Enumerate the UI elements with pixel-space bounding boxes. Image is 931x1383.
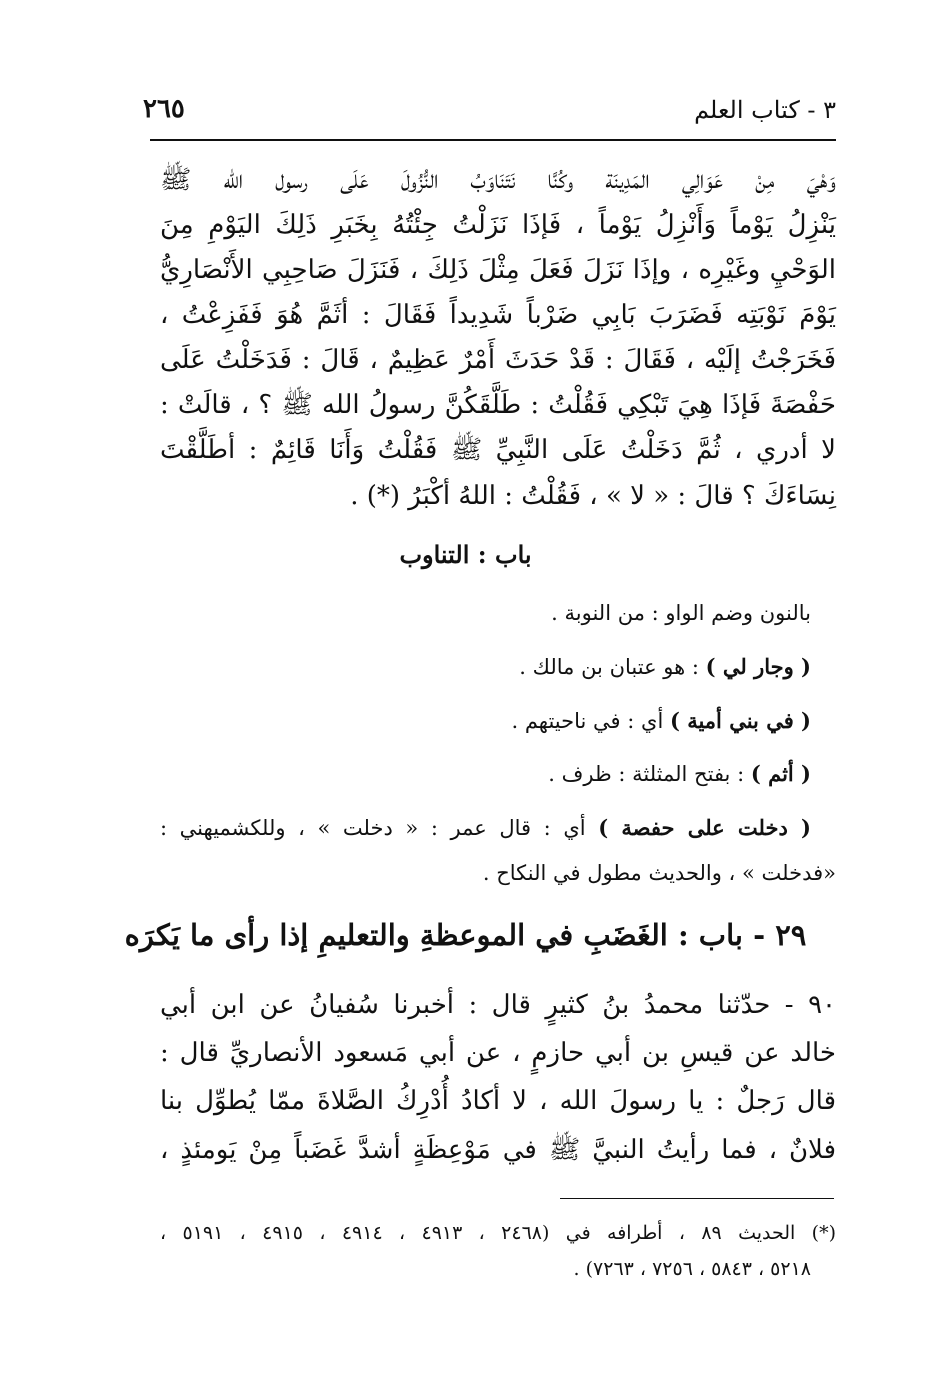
note-text: : بفتح المثلثة : ظرف . (548, 762, 751, 786)
footnote-line: ٥٢١٨ ، ٥٨٤٣ ، ٧٢٥٦ ، ٧٢٦٣) . (573, 1258, 811, 1280)
note-line (160, 812, 811, 844)
text-line: حَفْصَةَ فَإذَا هِيَ تَبْكِي فَقُلْتُ : طَلَّقَكُنَّ رسولُ الله ﷺ ؟ ، قالَتْ : (160, 390, 836, 420)
text-line: نِسَاءَكَ ؟ قالَ : « لا » ، فَقُلْتُ : اللهُ أكْبَرُ (*) . (350, 481, 836, 511)
note-line (551, 597, 811, 629)
note-text: أي : قال عمر : « دخلت » ، وللكشميهني : (160, 816, 599, 840)
chapter-heading: ٢٩ - باب : الغَضَبِ في الموعظةِ والتعليمِ إذا رأى ما يَكرَه (124, 918, 807, 952)
footnote-rule (560, 1198, 834, 1199)
note-line (511, 705, 811, 737)
text-line: فلانٌ ، فما رأيتُ النبيَّ ﷺ في مَوْعِظَةٍ أشدَّ غَضَباً مِنْ يَومئذٍ ، (160, 1135, 836, 1165)
note-term: ( أثم ) (750, 761, 811, 786)
note-text: : هو عتبان بن مالك . (519, 655, 706, 679)
note-text: أي : في ناحيتهم . (511, 709, 670, 733)
text-line: يَنْزِلُ يَوْماً وَأَنْزِلُ يَوْماً ، فَإذَا نَزَلْتُ جِئْتُهُ بِخَبَرِ ذَلِكَ اليَوْمِ مِنَ (160, 210, 836, 240)
note-line (548, 758, 811, 790)
text-line: خالد عن قيسِ بن أبي حازمٍ ، عن أبي مَسعود الأنصاريِّ قال : (160, 1038, 836, 1068)
text-line: قال رَجلٌ : يا رسولَ الله ، لا أكادُ أُدْرِكُ الصَّلاةَ ممّا يُطوِّل بنا (160, 1086, 836, 1116)
note-term: ( في بني أمية ) (669, 708, 811, 733)
sub-heading: باب : التناوب (399, 540, 532, 569)
text-line: الوَحْيِ وغَيْرِه ، وإذَا نَزَلَ فَعَلَ مِثْلَ ذَلِكَ ، فَنَزَلَ صَاحِبِي الأَنْصَارِيُّ (160, 255, 836, 285)
text-line: وَهْيَ مِنْ عَوَالِي المَدِينَة وكُنَّا نَتَنَاوَبُ النُّزُولَ عَلَى رسول الله ﷺ (160, 165, 836, 195)
note-term: ( دخلت على حفصة ) (598, 815, 811, 840)
note-line (483, 857, 836, 889)
text-line: لا أدري ، ثُمَّ دَخَلْتُ عَلَى النَّبِيِّ ﷺ فَقُلْتُ وَأَنَا قَائِمٌ : أطَلَّقْتَ (160, 435, 836, 465)
note-text: «فدخلت » ، والحديث مطول في النكاح . (482, 861, 836, 885)
text-line: ٩٠ - حدّثنا محمدُ بنُ كثيرٍ قال : أخبرنا سُفيانُ عن ابن أبي (160, 990, 836, 1020)
page-number: ٢٦٥ (143, 94, 185, 124)
footnote-line: (*) الحديث ٨٩ ، أطرافه في (٢٤٦٨ ، ٤٩١٣ ، ٤٩١٤ ، ٤٩١٥ ، ٥١٩١ ، (160, 1222, 837, 1244)
text-line: فَخَرَجْتُ إلَيْه ، فَقَالَ : قَدْ حَدَثَ أَمْرٌ عَظِيمٌ ، قَالَ : فَدَخَلْتُ عَلَى (160, 345, 836, 375)
note-term: ( وجار لي ) (705, 654, 811, 679)
header-rule (150, 139, 836, 141)
note-line (519, 651, 811, 683)
running-header-title: ٣ - كتاب العلم (694, 96, 836, 124)
note-text: بالنون وضم الواو : من النوبة . (551, 601, 811, 625)
text-line: يَوْمَ نَوْبَتِه فَضَرَبَ بَابِي ضَرْباً شَدِيداً فَقَالَ : أثَمَّ هُوَ فَفَزِعْتُ ، (160, 300, 836, 330)
